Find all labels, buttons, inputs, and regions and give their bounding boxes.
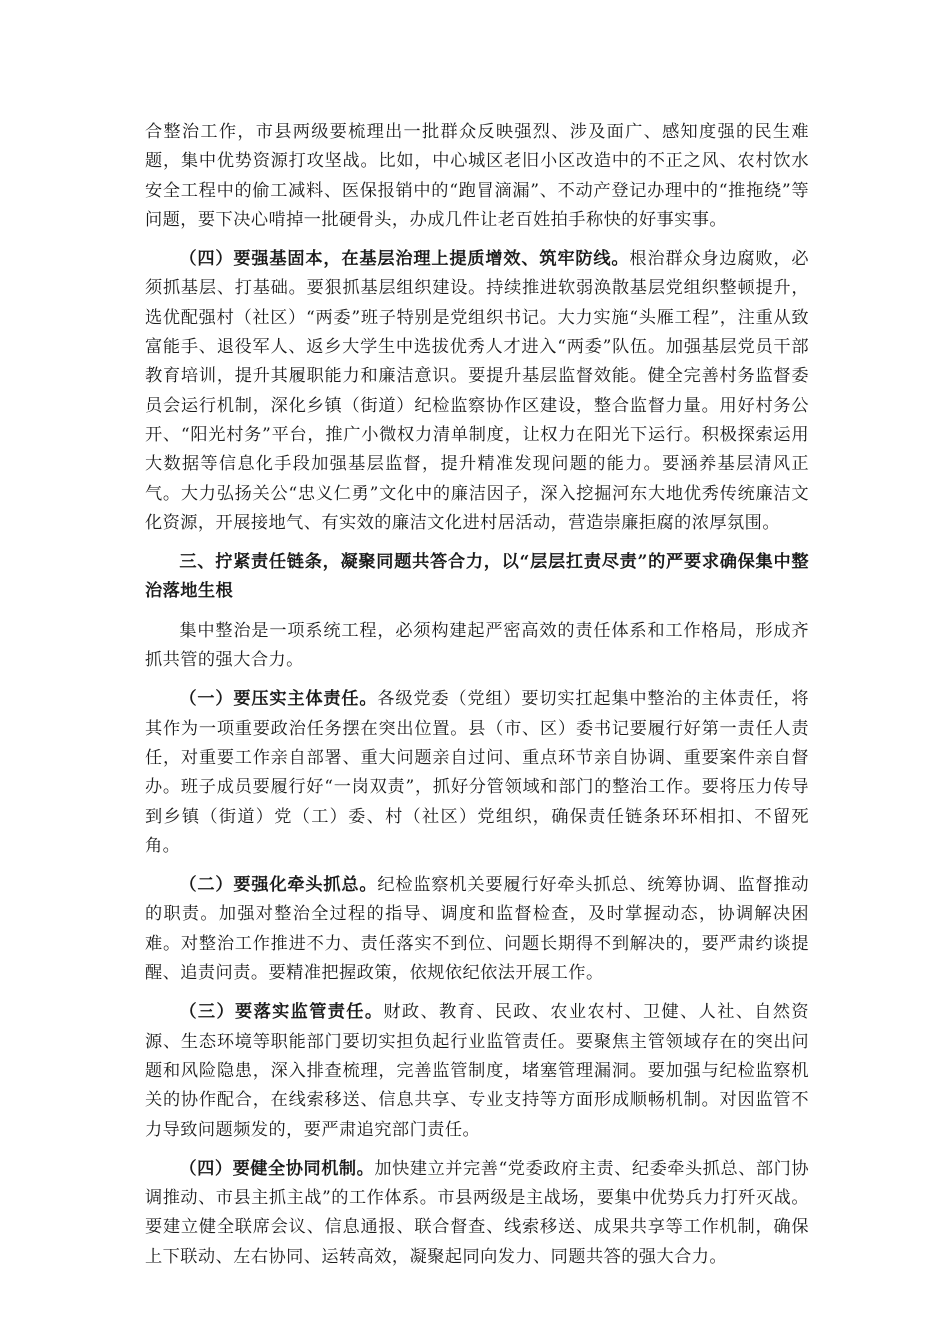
paragraph-lead: （三）要落实监管责任。: [179, 1002, 384, 1023]
paragraph-lead-coordination: [145, 871, 809, 988]
paragraph-body: 根治群众身边腐败，必须抓基层、打基础。要狠抓基层组织建设。持续推进软弱涣散基层党组织整顿提升，选优配强村（社区）“两委”班子特别是党组织书记。大力实施“头雁工程”，注重从致富能手、退役军人、返乡大学生中选拔优秀人才进入“两委”队伍。加强基层党员干部教育培训，提升其履职能力和廉洁意识。要提升基层监督效能。健全完善村务监督委员会运行机制，深化乡镇（街道）纪检监察协作区建设，整合监督力量。用好村务公开、“阳光村务”平台，推广小微权力清单制度，让权力在阳光下运行。积极探索运用大数据等信息化手段加强基层监督，提升精准发现问题的能力。要涵养基层清风正气。大力弘扬关公“忠义仁勇”文化中的廉洁因子，深入挖掘河东大地优秀传统廉洁文化资源，开展接地气、有实效的廉洁文化进村居活动，营造崇廉拒腐的浓厚氛围。: [145, 249, 809, 533]
paragraph-body: 财政、教育、民政、农业农村、卫健、人社、自然资源、生态环境等职能部门要切实担负起行业监管责任。要聚焦主管领域存在的突出问题和风险隐患，深入排查梳理，完善监管制度，堵塞管理漏洞。要加强与纪检监察机关的协作配合，在线索移送、信息共享、专业支持等方面形成顺畅机制。对因监管不力导致问题频发的，要严肃追究部门责任。: [145, 1002, 810, 1140]
paragraph-lead: （一）要压实主体责任。: [179, 689, 378, 710]
paragraph-body: 纪检监察机关要履行好牵头抓总、统筹协调、监督推动的职责。加强对整治全过程的指导、调度和监督检查，及时掌握动态，协调解决困难。对整治工作推进不力、责任落实不到位、问题长期得不到解决的，要严肃约谈提醒、追责问责。要精准把握政策，依规依纪依法开展工作。: [145, 875, 810, 984]
paragraph-continuation: 合整治工作，市县两级要梳理出一批群众反映强烈、涉及面广、感知度强的民生难题，集中优势资源打攻坚战。比如，中心城区老旧小区改造中的不正之风、农村饮水安全工程中的偷工减料、医保报销中的“跑冒滴漏”、不动产登记办理中的“推拖绕”等问题，要下决心啃掉一批硬骨头，办成几件让老百姓拍手称快的好事实事。: [145, 122, 809, 230]
paragraph-lead: （四）要健全协同机制。: [179, 1158, 375, 1179]
paragraph-lead: （四）要强基固本，在基层治理上提质增效、筑牢防线。: [179, 249, 630, 270]
document-page: [145, 118, 809, 1282]
section-heading-3: 三、拧紧责任链条，凝聚同题共答合力，以“层层扛责尽责”的严要求确保集中整治落地生根: [145, 552, 809, 602]
paragraph-lead: （二）要强化牵头抓总。: [179, 875, 378, 896]
paragraph-intro: 集中整治是一项系统工程，必须构建起严密高效的责任体系和工作格局，形成齐抓共管的强大合力。: [145, 620, 809, 671]
paragraph-collaboration: [145, 1155, 809, 1272]
paragraph-body: 加快建立并完善“党委政府主责、纪委牵头抓总、部门协调推动、市县主抓主战”的工作体系。市县两级是主战场，要集中优势兵力打歼灭战。要建立健全联席会议、信息通报、联合督查、线索移送、成果共享等工作机制，确保上下联动、左右协同、运转高效，凝聚起同向发力、同题共答的强大合力。: [145, 1158, 810, 1267]
paragraph-main-responsibility: [145, 685, 809, 861]
paragraph-body: 各级党委（党组）要切实扛起集中整治的主体责任，将其作为一项重要政治任务摆在突出位置。县（市、区）委书记要履行好第一责任人责任，对重要工作亲自部署、重大问题亲自过问、重点环节亲自协调、重要案件亲自督办。班子成员要履行好“一岗双责”，抓好分管领域和部门的整治工作。要将压力传导到乡镇（街道）党（工）委、村（社区）党组织，确保责任链条环环相扣、不留死角。: [145, 689, 810, 856]
paragraph-strengthen-grassroots: [145, 245, 809, 538]
paragraph-supervision: [145, 998, 809, 1144]
